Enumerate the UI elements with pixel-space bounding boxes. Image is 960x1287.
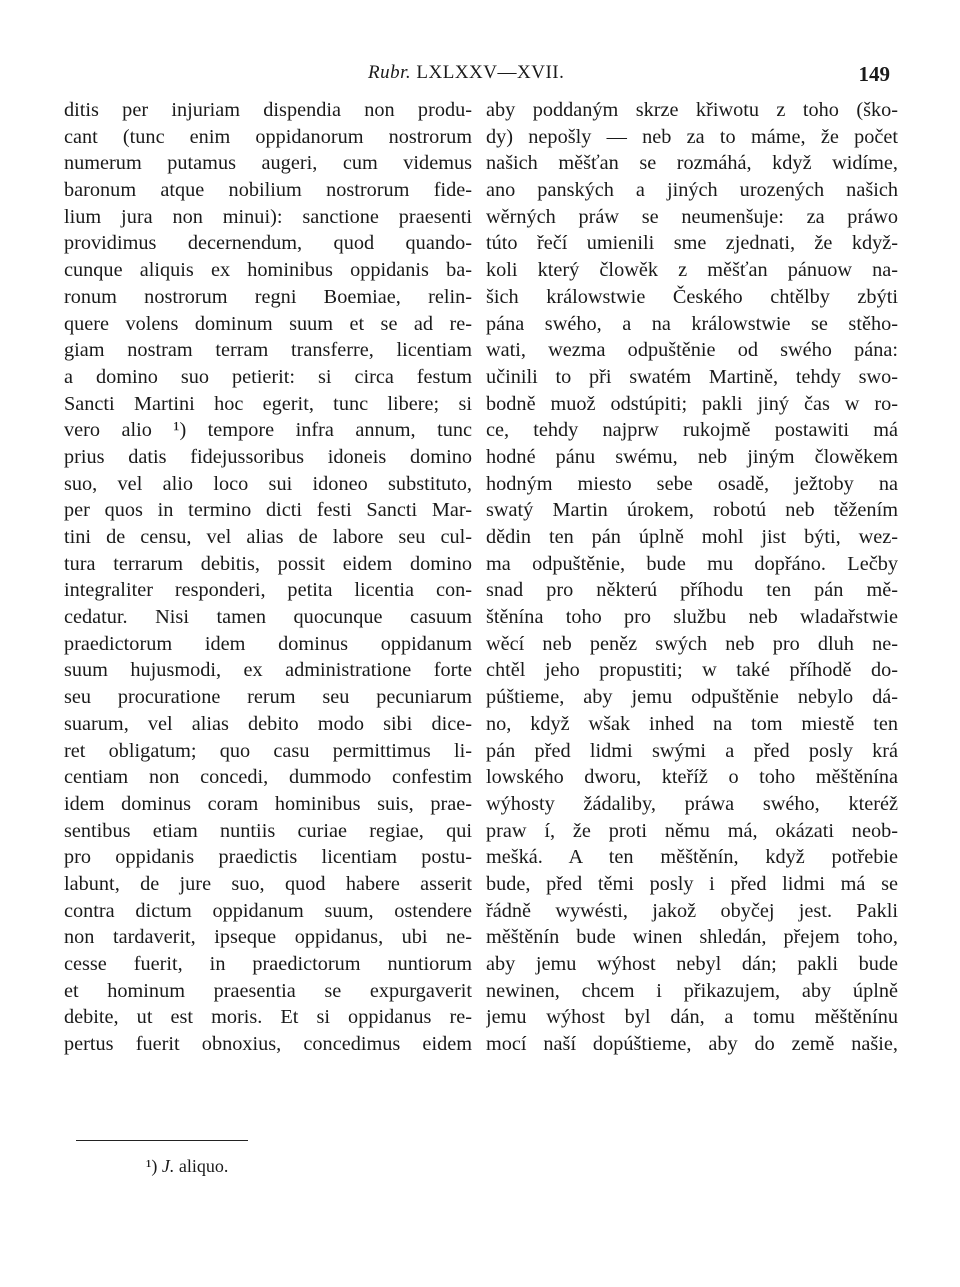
text-line: aby poddaným skrze křiwotu z toho (ško- [486, 99, 898, 121]
text-line: swatý Martin úrokem, robotú neb těžením [486, 499, 898, 522]
rubric-range: LXLXXV—XVII. [416, 62, 565, 83]
text-line: sentibus etiam nuntiis curiae regiae, qui [64, 819, 472, 842]
text-line: ditis per injuriam dispendia non produ- [64, 99, 472, 121]
text-line: pro oppidanis praedictis licentiam postu- [64, 846, 472, 869]
text-line: dědin ten pán úplně mohl jist býti, wez- [486, 526, 898, 548]
text-line: mocí naší dopúštieme, aby do země našie, [486, 1033, 898, 1056]
text-line: giam nostram terram transferre, licentiam [64, 339, 472, 362]
text-line: non tardaverit, ipseque oppidanus, ubi ne- [64, 926, 472, 949]
text-line: cant (tunc enim oppidanorum nostrorum [64, 125, 472, 148]
text-line: dy) nepošly — neb za to máme, že počet [486, 125, 898, 148]
text-line: ce, tehdy najprw rukojmě postawiti má [486, 419, 898, 442]
text-line: et hominum praesentia se expurgaverit [64, 979, 472, 1002]
text-line: našich měšťan se rozmáhá, když widíme, [486, 152, 898, 175]
text-line: quere volens dominum suum et se ad re- [64, 312, 472, 335]
text-line: pána swého, a na králowstwie se stěho- [486, 312, 898, 335]
text-line: cesse fuerit, in praedictorum nuntiorum [64, 953, 472, 975]
text-line: providimus decernendum, quod quando- [64, 232, 472, 255]
text-line: wěrných práw se neumenšuje: za práwo [486, 205, 898, 228]
text-line: suarum, vel alias debito modo sibi dice- [64, 712, 472, 735]
text-line: túto řečí umienili sme zjednati, že když- [486, 232, 898, 255]
text-line: integraliter responderi, petita licentia con- [64, 579, 472, 602]
text-line: a domino suo petierit: si circa festum [64, 365, 472, 388]
text-line: ronum nostrorum regni Boemiae, relin- [64, 285, 472, 308]
text-line: debite, ut est moris. Et si oppidanus re- [64, 1006, 472, 1029]
text-line: cedatur. Nisi tamen quocunque casuum [64, 606, 472, 629]
page-number: 149 [858, 62, 890, 86]
text-line: púštieme, aby jemu odpuštěnie nebylo dá- [486, 686, 898, 709]
text-line: měštěnín bude winen shledán, přejem toho, [486, 926, 898, 949]
text-line: wěcí neb peněz swých neb pro dluh ne- [486, 632, 898, 655]
text-line: koli který člowěk z měšťan pánuow na- [486, 259, 898, 282]
text-line: učinili to při swatém Martině, tehdy swo- [486, 365, 898, 388]
text-line: praedictorum idem dominus oppidanum [64, 632, 472, 655]
text-line: ano panských a jiných urozených našich [486, 179, 898, 202]
text-line: štěnína toho pro službu neb wladařstwie [486, 606, 898, 629]
text-line: řádně wywésti, jakož obyčej jest. Pakli [486, 899, 898, 922]
text-line: wýhosty žádaliby, práwa swého, kteréž [486, 792, 898, 815]
text-line: baronum atque nobilium nostrorum fide- [64, 179, 472, 202]
text-line: vero alio ¹) tempore infra annum, tunc [64, 419, 472, 442]
text-line: labunt, de jure suo, quod habere asserit [64, 872, 472, 895]
text-line: aby jemu wýhost nebyl dán; pakli bude [486, 953, 898, 975]
text-line: pertus fuerit obnoxius, concedimus eidem [64, 1033, 472, 1056]
footnote-marker: ¹) [146, 1156, 158, 1176]
czech-text-column [486, 97, 898, 1058]
text-line: šich králowstwie Českého chtělby zbýti [486, 285, 898, 308]
text-line: idem dominus coram hominibus suis, prae- [64, 792, 472, 815]
text-line: lowského dworu, kteříž o toho měštěnína [486, 766, 898, 789]
text-line: per quos in termino dicti festi Sancti Mar- [64, 499, 472, 522]
text-line: bude, před těmi posly i před lidmi má se [486, 872, 898, 895]
text-line: cunque aliquis ex hominibus oppidanis ba- [64, 259, 472, 282]
text-line: chtěl jeho propustiti; w také příhodě do- [486, 659, 898, 682]
text-line: mešká. A ten měštěnín, když potřebie [486, 846, 898, 869]
text-line: contra dictum oppidanum suum, ostendere [64, 899, 472, 922]
text-line: tura terrarum debitis, possit eidem domino [64, 552, 472, 575]
text-line: prius datis fidejussoribus idoneis domino [64, 445, 472, 468]
footnote [146, 1156, 228, 1177]
text-line: wati, wezma odpuštěnie od swého pána: [486, 339, 898, 362]
text-line: snad pro některú příhodu ten pán mě- [486, 579, 898, 602]
text-line: praw í, že proti němu má, okázati neob- [486, 819, 898, 842]
text-line: pán před lidmi swými a před posly krá [486, 739, 898, 762]
rubric-heading [368, 62, 564, 84]
text-line: hodné pánu swému, neb jiným člowěkem [486, 445, 898, 468]
rubric-prefix: Rubr. [368, 62, 412, 83]
text-line: jemu wýhost byl dán, a tomu měštěnínu [486, 1006, 898, 1029]
text-line: lium jura non minui): sanctione praesenti [64, 205, 472, 228]
running-header [368, 62, 890, 88]
latin-text-column [64, 97, 472, 1058]
text-line: suum hujusmodi, ex administratione forte [64, 659, 472, 682]
text-line: no, když wšak inhed na tom miestě ten [486, 712, 898, 735]
text-line: seu procuratione rerum seu pecuniarum [64, 686, 472, 709]
text-line: ma odpuštěnie, bude mu dopřáno. Lečby [486, 552, 898, 575]
footnote-divider [76, 1140, 248, 1141]
text-line: tini de censu, vel alias de labore seu cul- [64, 526, 472, 548]
text-line: centiam non concedi, dummodo confestim [64, 766, 472, 789]
text-line: suo, vel alio loco sui idoneo substituto, [64, 472, 472, 495]
footnote-text: aliquo. [178, 1156, 229, 1176]
text-line: hodným miesto sebe osadě, ježtoby na [486, 472, 898, 495]
footnote-siglum: J. [161, 1156, 175, 1176]
text-line: bodně muož odstúpiti; pakli jiný čas w ro- [486, 392, 898, 415]
text-line: Sancti Martini hoc egerit, tunc libere; si [64, 392, 472, 415]
text-line: newinen, chcem i přikazujem, aby úplně [486, 979, 898, 1002]
text-line: ret obligatum; quo casu permittimus li- [64, 739, 472, 762]
text-line: numerum putamus augeri, cum videmus [64, 152, 472, 175]
